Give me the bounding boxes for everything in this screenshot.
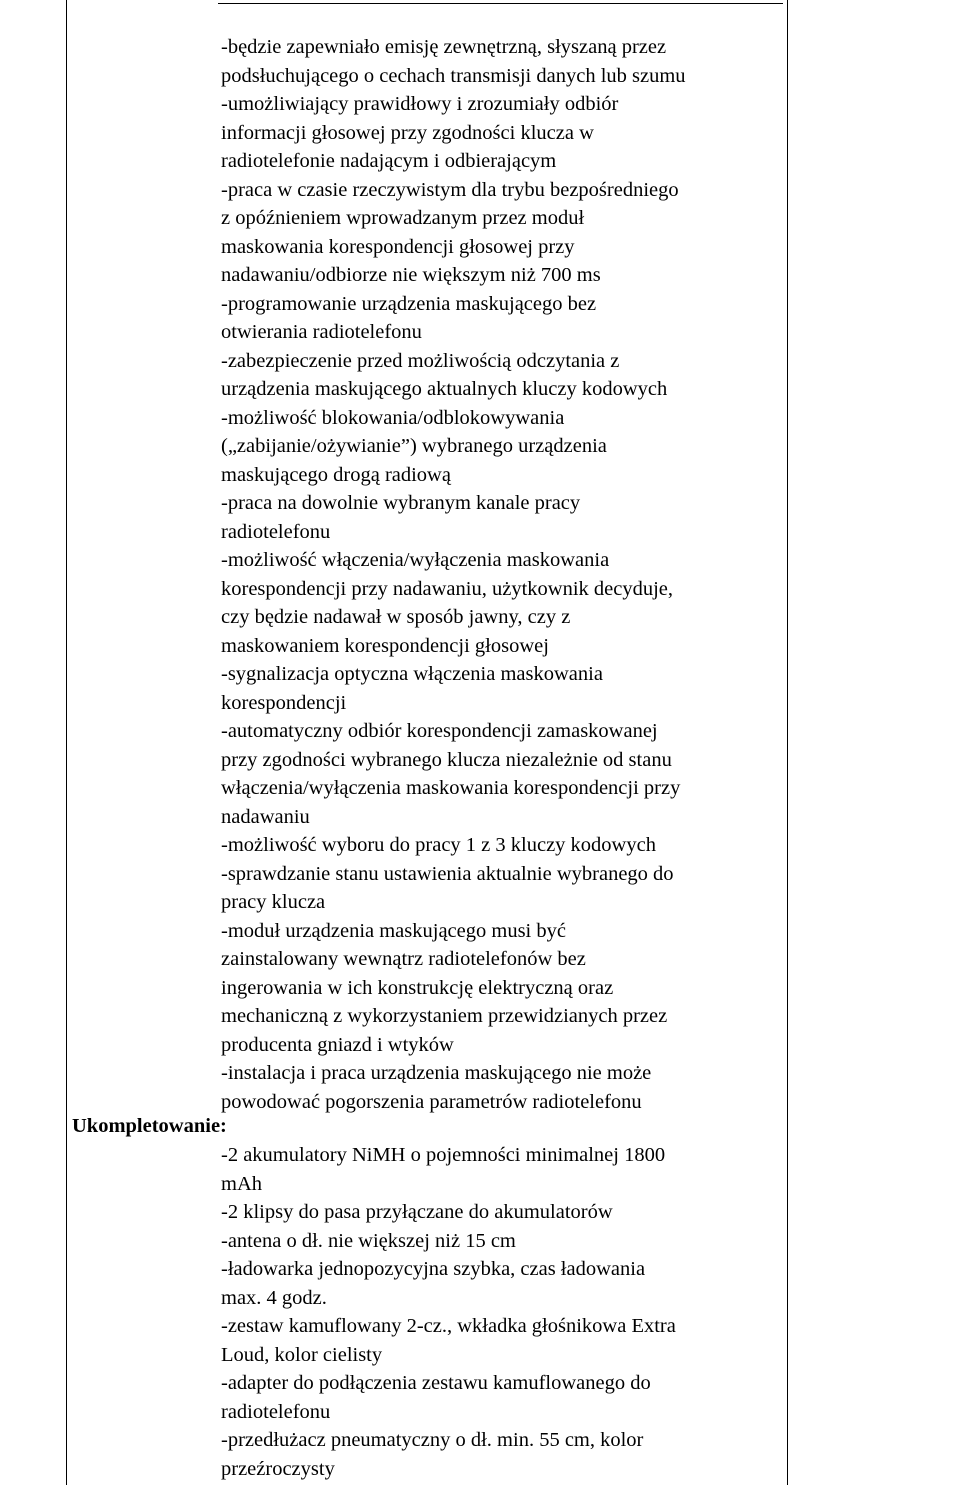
equipment-list (221, 1141, 781, 1483)
equipment-line: -adapter do podłączenia zestawu kamuflowanego do (221, 1372, 651, 1394)
spec-line: pracy klucza (221, 891, 326, 913)
table-border-left (66, 0, 67, 1485)
spec-line: -instalacja i praca urządzenia maskującego nie może (221, 1062, 652, 1084)
spec-line: -umożliwiający prawidłowy i zrozumiały odbiór (221, 93, 619, 115)
spec-line: -sprawdzanie stanu ustawienia aktualnie wybranego do (221, 862, 674, 885)
spec-line: -automatyczny odbiór korespondencji zamaskowanej (221, 720, 658, 742)
equipment-line: -2 akumulatory NiMH o pojemności minimalnej 1800 (221, 1144, 666, 1166)
spec-line: -programowanie urządzenia maskującego bez (221, 292, 597, 315)
spec-line: maskowaniem korespondencji głosowej (221, 634, 549, 657)
equipment-line: przeźroczysty (221, 1457, 335, 1480)
spec-line: czy będzie nadawał w sposób jawny, czy z (221, 606, 571, 628)
equipment-line: mAh (221, 1172, 262, 1195)
spec-line: otwierania radiotelefonu (221, 321, 422, 343)
equipment-line: max. 4 godz. (221, 1286, 327, 1309)
spec-line: -moduł urządzenia maskującego musi być (221, 919, 566, 942)
spec-line: z opóźnieniem wprowadzanym przez moduł (221, 207, 585, 229)
equipment-line: -2 klipsy do pasa przyłączane do akumulatorów (221, 1201, 613, 1223)
table-border-right (787, 0, 788, 1485)
spec-line: przy zgodności wybranego klucza niezależnie od stanu (221, 748, 672, 771)
spec-line: mechaniczną z wykorzystaniem przewidzianych przez (221, 1005, 668, 1027)
spec-line: korespondencji przy nadawaniu, użytkownik decyduje, (221, 577, 674, 600)
cell-border-top (218, 3, 783, 4)
spec-line: zainstalowany wewnątrz radiotelefonów bez (221, 948, 586, 970)
spec-line: radiotelefonu (221, 520, 331, 543)
spec-line: urządzenia maskującego aktualnych kluczy kodowych (221, 378, 668, 400)
spec-line: -możliwość włączenia/wyłączenia maskowania (221, 549, 610, 571)
equipment-line: -ładowarka jednopozycyjna szybka, czas ładowania (221, 1258, 646, 1280)
spec-line: powodować pogorszenia parametrów radiotelefonu (221, 1090, 642, 1113)
equipment-line: radiotelefonu (221, 1400, 331, 1423)
spec-line: radiotelefonie nadającym i odbierającym (221, 150, 557, 172)
spec-line: maskowania korespondencji głosowej przy (221, 235, 575, 258)
spec-line: -sygnalizacja optyczna włączenia maskowania (221, 663, 603, 685)
specification-text (221, 33, 781, 1116)
spec-line: -będzie zapewniało emisję zewnętrzną, słyszaną przez (221, 36, 667, 58)
equipment-line: Loud, kolor cielisty (221, 1343, 383, 1366)
spec-line: maskującego drogą radiową (221, 463, 451, 486)
spec-line: -praca w czasie rzeczywistym dla trybu bezpośredniego (221, 178, 679, 201)
spec-line: -praca na dowolnie wybranym kanale pracy (221, 492, 581, 514)
equipment-line: -zestaw kamuflowany 2-cz., wkładka głośnikowa Extra (221, 1315, 676, 1337)
spec-line: -możliwość wyboru do pracy 1 z 3 kluczy kodowych (221, 834, 656, 856)
spec-line: („zabijanie/ożywianie”) wybranego urządzenia (221, 435, 607, 457)
spec-line: korespondencji (221, 691, 347, 714)
spec-line: podsłuchującego o cechach transmisji danych lub szumu (221, 64, 686, 87)
equipment-heading: Ukompletowanie: (72, 1115, 227, 1137)
spec-line: nadawaniu (221, 805, 310, 828)
spec-line: -zabezpieczenie przed możliwością odczytania z (221, 349, 620, 372)
spec-line: nadawaniu/odbiorze nie większym niż 700 ms (221, 264, 601, 286)
spec-line: informacji głosowej przy zgodności klucza w (221, 121, 594, 144)
spec-line: producenta gniazd i wtyków (221, 1033, 454, 1056)
equipment-line: -przedłużacz pneumatyczny o dł. min. 55 cm, kolor (221, 1429, 644, 1451)
spec-line: włączenia/wyłączenia maskowania korespondencji przy (221, 777, 681, 799)
equipment-line: -antena o dł. nie większej niż 15 cm (221, 1229, 516, 1252)
spec-line: ingerowania w ich konstrukcję elektryczną oraz (221, 976, 614, 999)
spec-line: -możliwość blokowania/odblokowywania (221, 406, 565, 429)
